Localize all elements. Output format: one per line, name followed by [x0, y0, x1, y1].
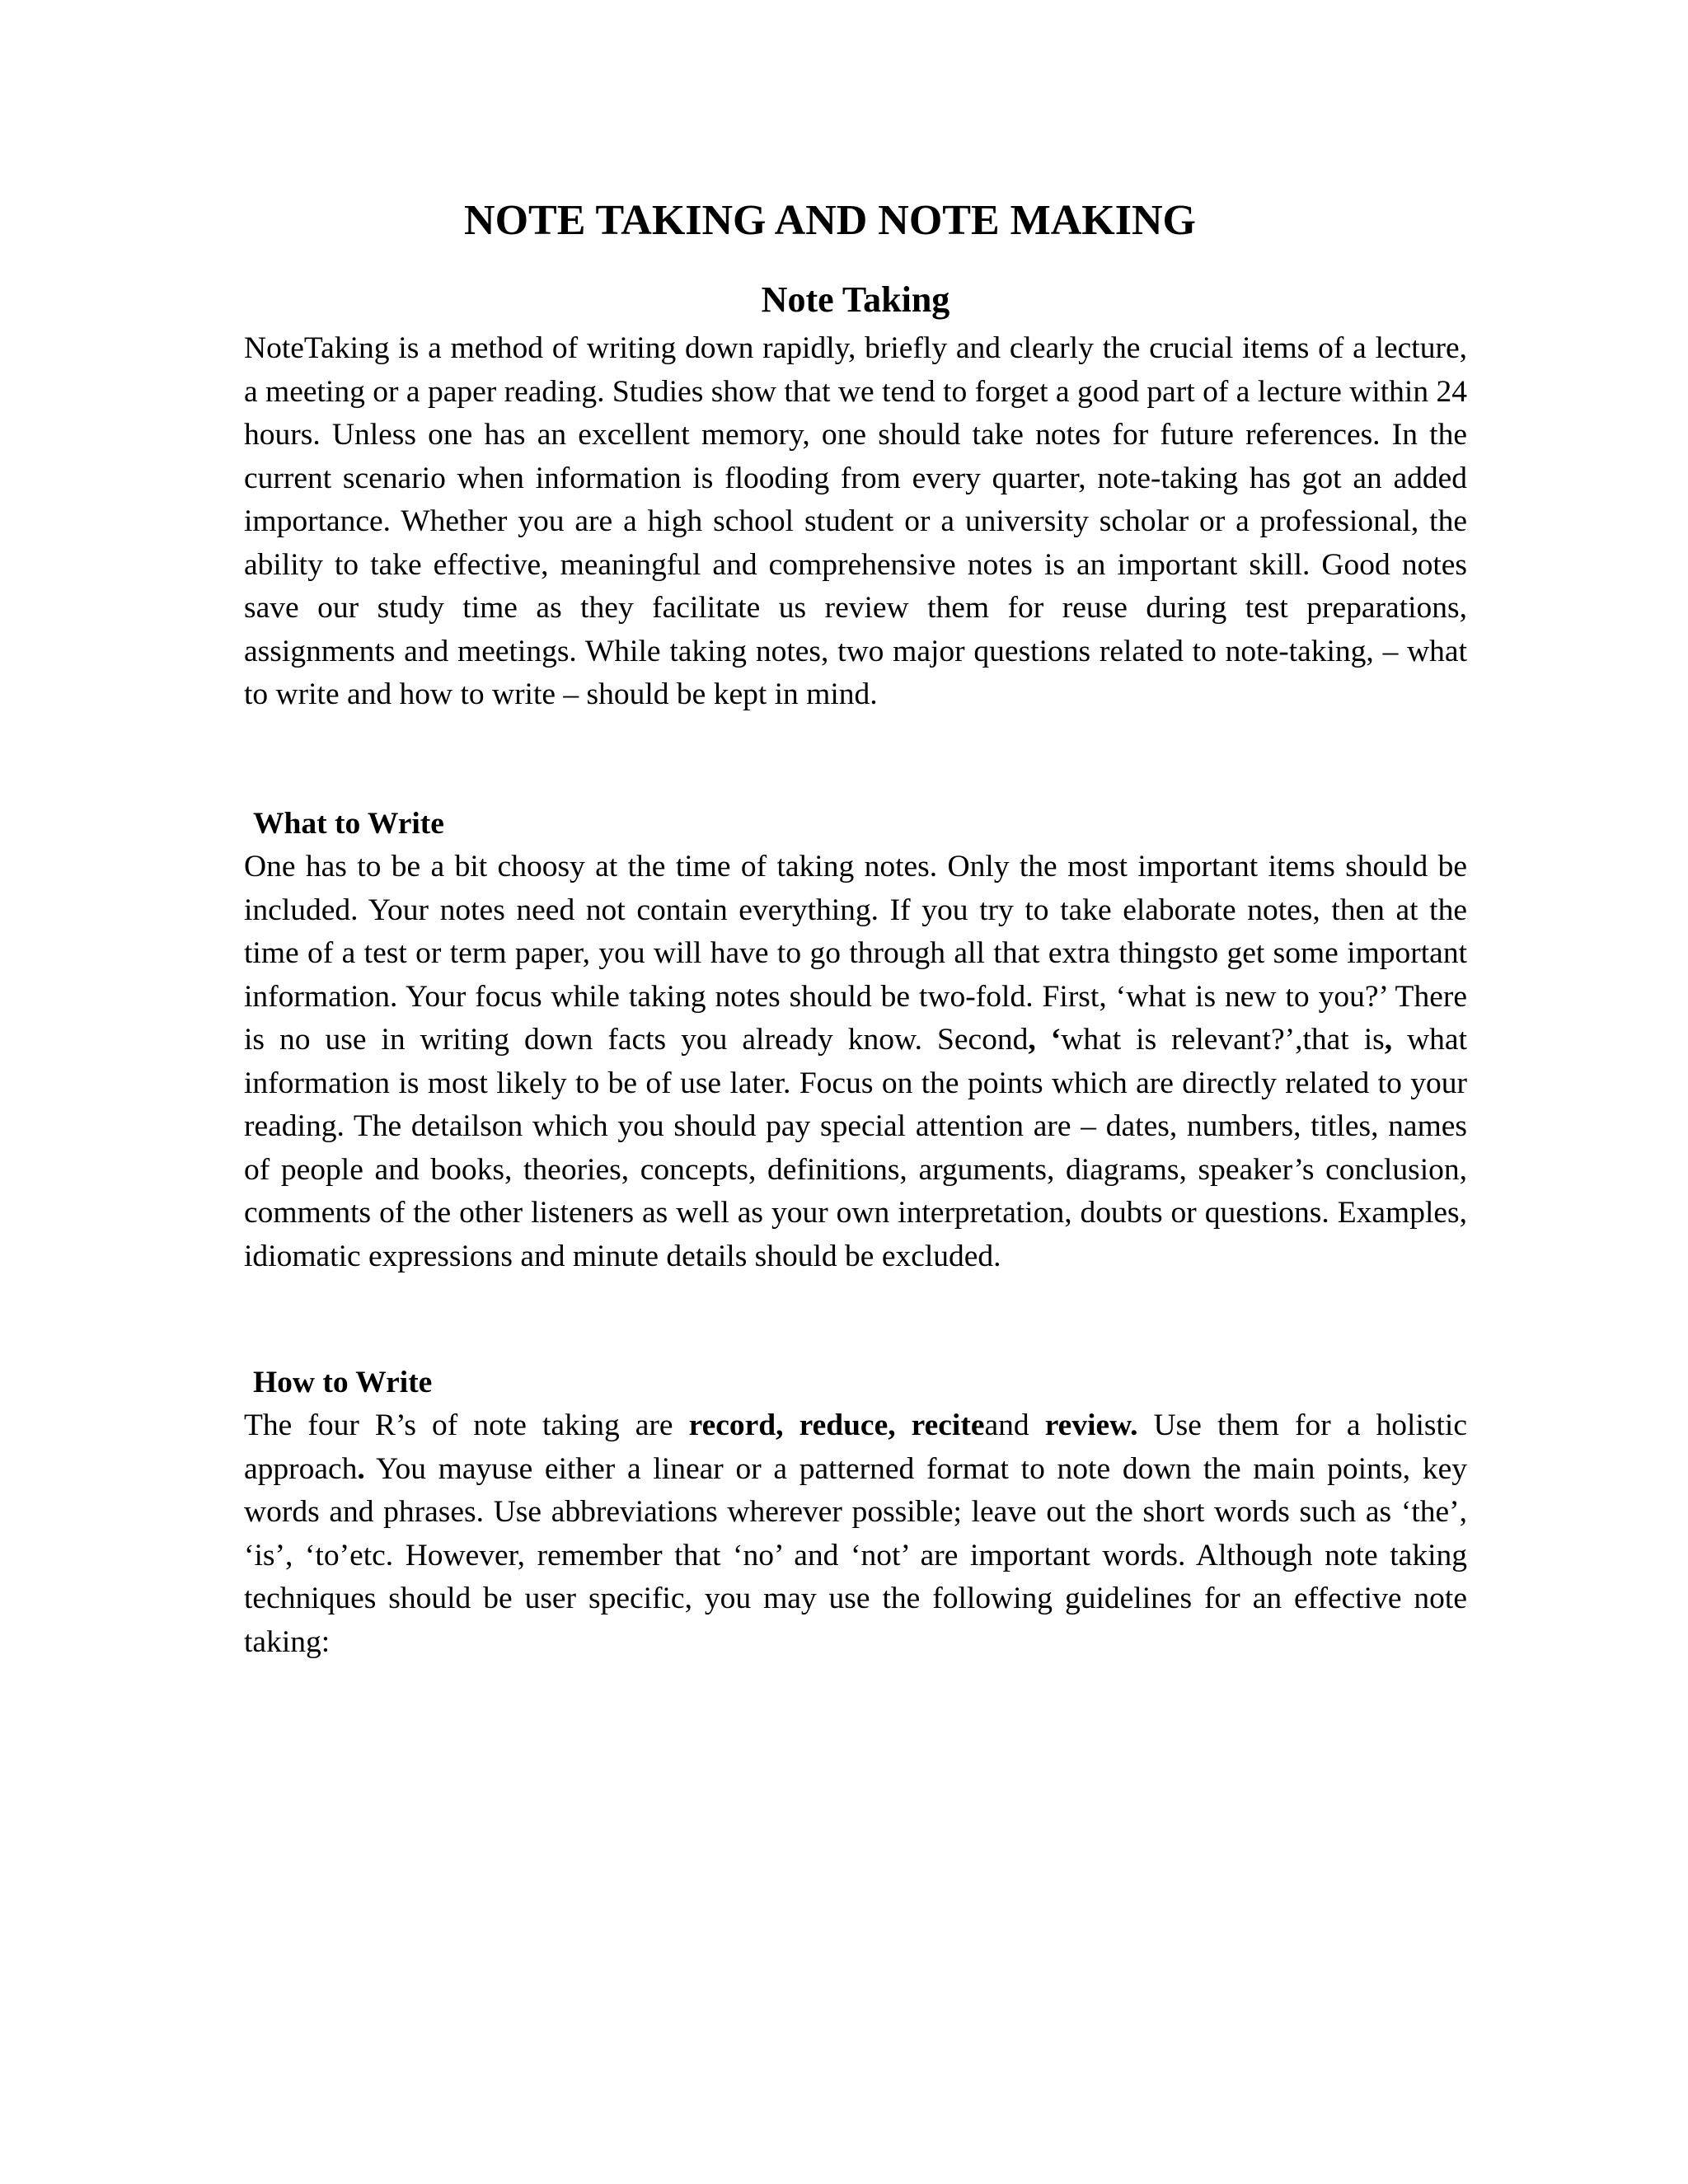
bold-punctuation: , [1384, 1023, 1393, 1057]
how-to-write-paragraph [244, 1404, 1467, 1664]
bold-punctuation: . [357, 1451, 365, 1486]
intro-paragraph: NoteTaking is a method of writing down rapidly, briefly and clearly the crucial items of a lecture, a meeting or a paper reading. Studies show that we tend to forget a good part of a lecture within 24 hours. Unless one has an excellent memory, one should take notes for future references. In the current scenario when information is flooding from every quarter, note-taking has got an added importance. Whether you are a high school student or a university scholar or a professional, the ability to take effective, meaningful and comprehensive notes is an important skill. Good notes save our study time as they facilitate us review them for reuse during test preparations, assignments and meetings. While taking notes, two major questions related to note-taking, – what to write and how to write – should be kept in mind. [244, 331, 1467, 711]
what-to-write-heading: What to Write [253, 807, 444, 841]
how-to-write-heading: How to Write [253, 1366, 433, 1399]
bold-terms: record, reduce, recite [688, 1408, 985, 1442]
paragraph-text: One has to be a bit choosy at the time of taking notes. Only the most important items should be included. Your notes need not contain everything. If you try to take elaborate notes, then at the time of a test or term paper, you will have to go through all that extra thingsto get some important information. Your focus while taking notes should be two-fold. First, ‘what is new to you?’ There is no use in writing down facts you already know. Second [244, 850, 1467, 1057]
paragraph-text: what is relevant?’,that is [1061, 1023, 1385, 1057]
paragraph-text: what information is most likely to be of use later. Focus on the points which are directly related to your reading. The detailson which you should pay special attention are – dates, numbers, titles, names of people and books, theories, concepts, definitions, arguments, diagrams, speaker’s conclusion, comments of the other listeners as well as your own interpretation, doubts or questions. Examples, idiomatic expressions and minute details should be excluded. [244, 1023, 1467, 1273]
section-title: Note Taking [761, 279, 950, 320]
document-title: NOTE TAKING AND NOTE MAKING [464, 197, 1196, 244]
paragraph-text: and [984, 1408, 1045, 1442]
bold-terms: review. [1044, 1408, 1138, 1442]
bold-punctuation: , ‘ [1028, 1023, 1062, 1057]
what-to-write-paragraph [244, 846, 1467, 1278]
paragraph-text: Use them for a holistic approach [244, 1408, 1467, 1486]
paragraph-text: The four R’s of note taking are [244, 1408, 689, 1442]
paragraph-text: You mayuse either a linear or a patterned format to note down the main points, key words and phrases. Use abbreviations wherever possible; leave out the short words such as ‘the’, ‘is’, ‘to’etc. However, remember that ‘no’ and ‘not’ are important words. Although note taking techniques should be user specific, you may use the following guidelines for an effective note taking: [244, 1451, 1467, 1659]
